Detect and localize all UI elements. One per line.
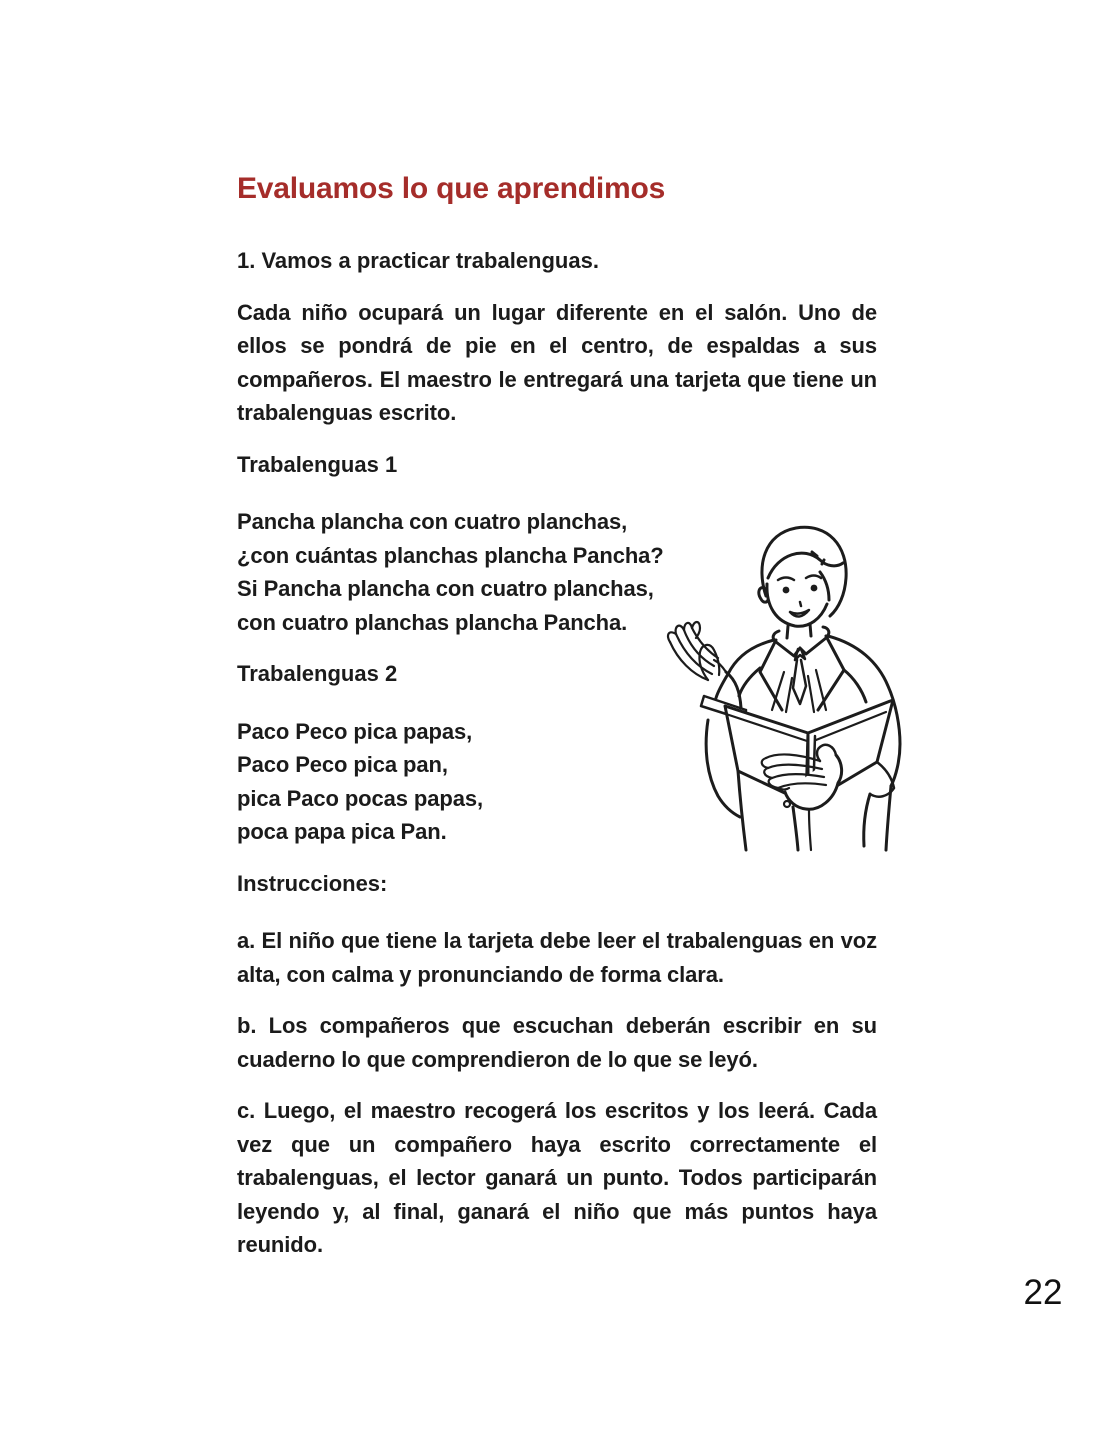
poem-line: poca papa pica Pan. — [237, 819, 447, 844]
trabalenguas-1-heading: Trabalenguas 1 — [237, 451, 398, 477]
instruction-label: b. — [237, 1013, 257, 1038]
poem-line: Paco Peco pica pan, — [237, 752, 448, 777]
activity-heading: 1. Vamos a practicar trabalenguas. — [237, 248, 599, 273]
poem-line: Pancha plancha con cuatro planchas, — [237, 509, 628, 534]
instruction-text: Luego, el maestro recogerá los escritos y los leerá. Cada vez que un compañero haya escrito correctamente el trabalenguas, el lector ganará un punto. Todos participarán leyendo y, al final, ganará el niño que más puntos haya reunido. — [237, 1098, 877, 1257]
instructions-heading: Instrucciones: — [237, 870, 388, 896]
page-title: Evaluamos lo que aprendimos — [237, 172, 666, 205]
teacher-holding-open-book-illustration — [648, 520, 910, 852]
poem-line: ¿con cuántas planchas plancha Pancha? — [237, 542, 664, 568]
page-number: 22 — [1023, 1273, 1063, 1312]
instruction-item-c — [237, 1094, 877, 1262]
instruction-item-b — [237, 1009, 877, 1076]
instruction-text: Los compañeros que escuchan deberán escribir en su cuaderno lo que comprendieron de lo que se leyó. — [237, 1013, 877, 1072]
poem-line: Paco Peco pica papas, — [237, 718, 473, 744]
activity-intro-paragraph: Cada niño ocupará un lugar diferente en el salón. Uno de ellos se pondrá de pie en el centro, de espaldas a sus compañeros. El maestro le entregará una tarjeta que tiene un trabalenguas escrito. — [237, 299, 877, 425]
poem-line: con cuatro planchas plancha Pancha. — [237, 609, 628, 635]
instruction-text: El niño que tiene la tarjeta debe leer el trabalenguas en voz alta, con calma y pronunciando de forma clara. — [237, 928, 877, 987]
instruction-label: c. — [237, 1098, 256, 1123]
instruction-item-a — [237, 924, 877, 991]
trabalenguas-2-heading: Trabalenguas 2 — [237, 661, 398, 686]
teacher-illustration-svg — [648, 520, 910, 852]
instruction-label: a. — [237, 928, 256, 953]
poem-line: Si Pancha plancha con cuatro planchas, — [237, 576, 654, 601]
poem-line: pica Paco pocas papas, — [237, 785, 484, 811]
